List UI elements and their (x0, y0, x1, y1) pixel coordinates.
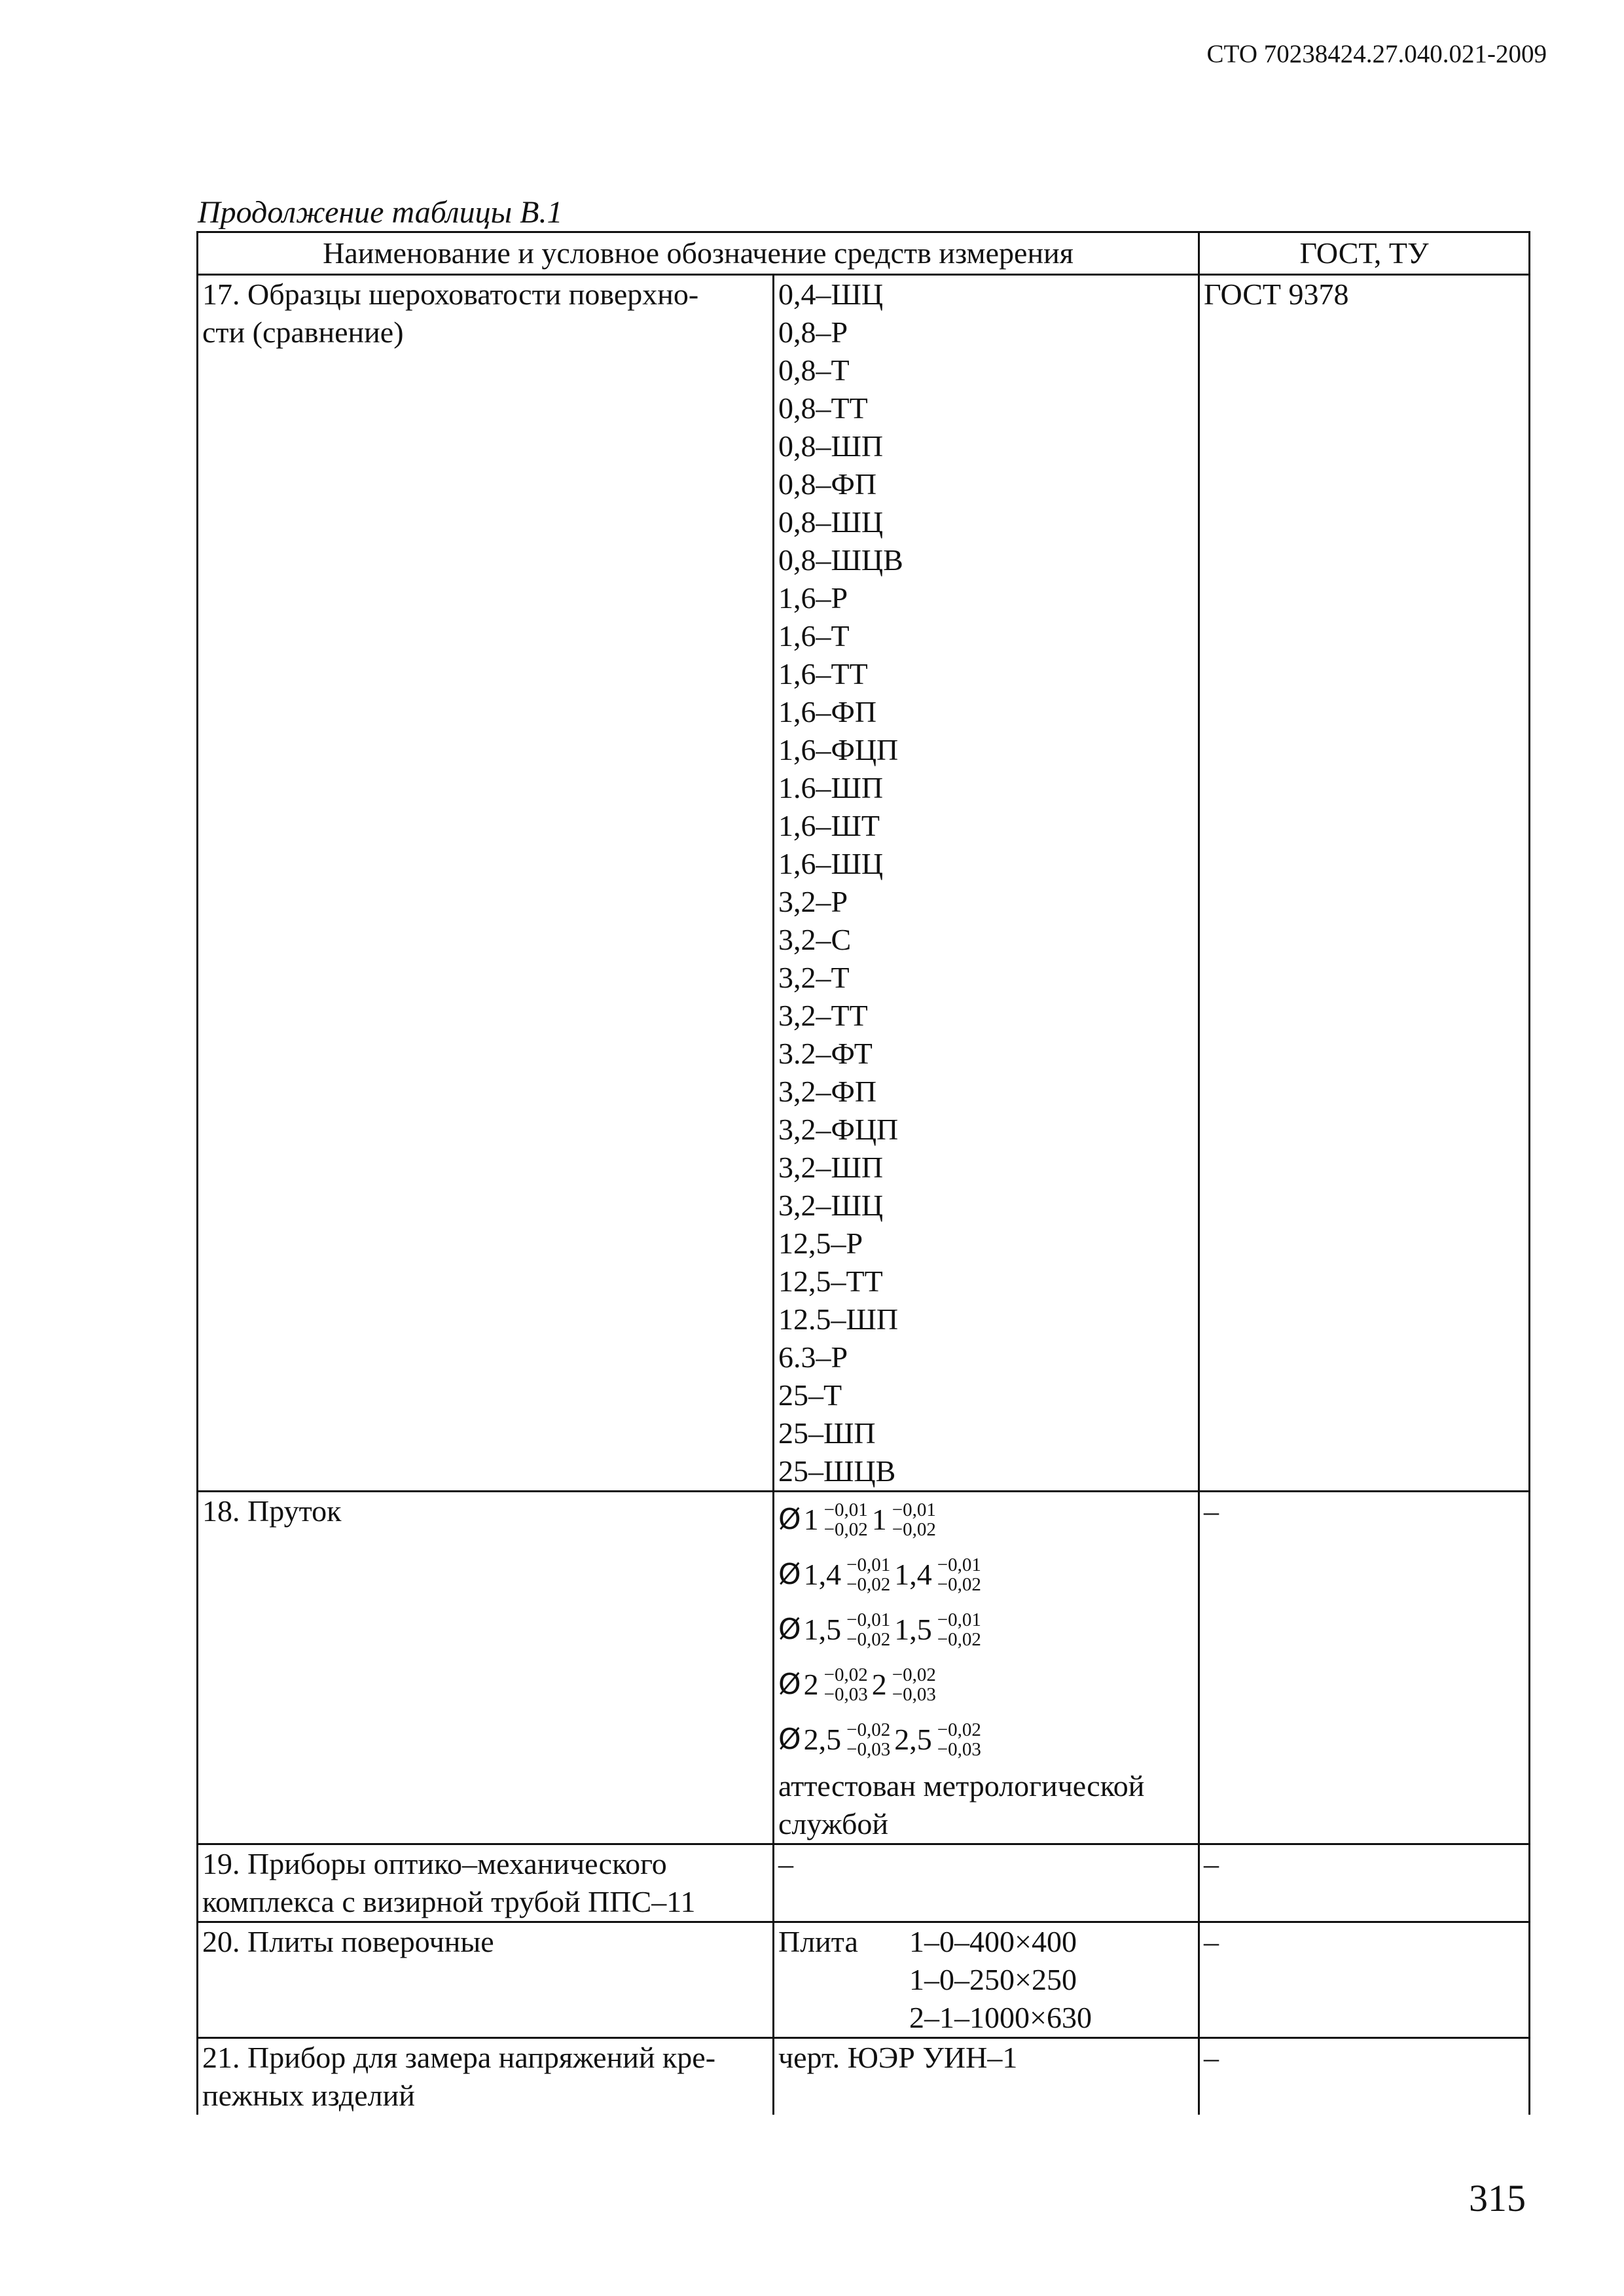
tolerance-lower: −0,03 (846, 1739, 891, 1760)
tolerance-lower: −0,02 (892, 1519, 936, 1540)
roughness-sample-item: 3,2–ФП (778, 1075, 877, 1108)
row20-designation (774, 1922, 1199, 2038)
tolerance-upper: −0,01 (937, 1554, 981, 1575)
roughness-sample-item: 1,6–ТТ (778, 657, 868, 691)
roughness-sample-item: 1,6–Р (778, 581, 848, 615)
row17-standard: ГОСТ 9378 (1199, 275, 1530, 1492)
tolerance-lower: −0,02 (823, 1519, 868, 1540)
tolerance-upper: −0,02 (846, 1719, 891, 1740)
roughness-sample-item: 3,2–ФЦП (778, 1113, 899, 1146)
diameter-icon: Ø (778, 1558, 801, 1591)
row19-name (198, 1844, 774, 1922)
table-row-18 (198, 1492, 1530, 1844)
tolerance-lower: −0,03 (892, 1684, 936, 1705)
row21-name-line: 21. Прибор для замера напряжений кре- (202, 2041, 716, 2074)
tolerance-lower: −0,02 (937, 1574, 981, 1595)
rod-dimension (778, 1602, 1194, 1657)
row17-name-line: 17. Образцы шероховатости поверхно- (202, 278, 699, 311)
roughness-sample-item: 3,2–ТТ (778, 999, 868, 1032)
tolerance-lower: −0,02 (846, 1629, 891, 1650)
plate-size: 1–0–400×400 (909, 1925, 1077, 1958)
tolerance-upper: −0,01 (823, 1499, 868, 1520)
roughness-sample-item: 25–Т (778, 1378, 842, 1412)
rod-diameter: 2,5 (894, 1723, 932, 1756)
row18-designations (774, 1492, 1199, 1844)
row19-standard: – (1199, 1844, 1530, 1922)
row21-standard: – (1199, 2038, 1530, 2115)
row21-designation: черт. ЮЭР УИН–1 (774, 2038, 1199, 2115)
tolerance-lower: −0,02 (846, 1574, 891, 1595)
tolerance-lower: −0,03 (937, 1739, 981, 1760)
row19-name-line: 19. Приборы оптико–механического (202, 1847, 667, 1880)
roughness-sample-item: 1,6–ШТ (778, 809, 880, 842)
plate-label: Плита (778, 1925, 858, 1958)
roughness-sample-item: 3,2–С (778, 923, 852, 956)
rod-diameter: 2 (871, 1668, 887, 1701)
rod-tolerance (937, 1720, 981, 1759)
rod-dimension (778, 1657, 1194, 1712)
rod-diameter: 1,5 (894, 1613, 932, 1646)
roughness-sample-item: 0,8–Р (778, 315, 848, 349)
rod-diameter: 2,5 (803, 1723, 842, 1756)
row21-name (198, 2038, 774, 2115)
row20-standard: – (1199, 1922, 1530, 2038)
row18-standard: – (1199, 1492, 1530, 1844)
roughness-sample-item: 3,2–ШЦ (778, 1189, 884, 1222)
roughness-sample-item: 1,6–ФЦП (778, 733, 899, 766)
roughness-sample-item: 0,8–ШЦВ (778, 543, 903, 577)
row18-name: 18. Пруток (198, 1492, 774, 1844)
plate-size: 1–0–250×250 (909, 1963, 1077, 1996)
row17-name-line: сти (сравнение) (202, 315, 404, 349)
roughness-sample-item: 1,6–ШЦ (778, 847, 884, 880)
diameter-icon: Ø (778, 1613, 801, 1646)
roughness-sample-item: 3.2–ФТ (778, 1037, 873, 1070)
table-row-21 (198, 2038, 1530, 2115)
row17-designations (774, 275, 1199, 1492)
roughness-sample-item: 0,8–Т (778, 353, 850, 387)
rod-tolerance (846, 1555, 890, 1594)
rod-diameter: 1 (803, 1503, 819, 1536)
roughness-sample-item: 1.6–ШП (778, 771, 884, 804)
roughness-sample-item: 12.5–ШП (778, 1302, 899, 1336)
rod-dimension (778, 1492, 1194, 1547)
table-header-row (198, 232, 1530, 275)
rod-tolerance (892, 1665, 936, 1704)
roughness-sample-item: 0,8–ФП (778, 467, 877, 501)
roughness-sample-item: 3,2–Т (778, 961, 850, 994)
header-standard: ГОСТ, ТУ (1199, 232, 1530, 275)
rod-tolerance (824, 1665, 868, 1704)
tolerance-upper: −0,01 (846, 1554, 891, 1575)
rod-tolerance (824, 1500, 868, 1539)
tolerance-upper: −0,02 (892, 1664, 936, 1685)
roughness-sample-item: 0,8–ШП (778, 429, 884, 463)
row18-note-line: аттестован метрологической (778, 1769, 1145, 1803)
tolerance-lower: −0,02 (937, 1629, 981, 1650)
diameter-icon: Ø (778, 1668, 801, 1701)
rod-tolerance (937, 1610, 981, 1649)
plate-size: 2–1–1000×630 (909, 2001, 1092, 2034)
row19-name-line: комплекса с визирной трубой ППС–11 (202, 1885, 696, 1918)
roughness-sample-item: 1,6–Т (778, 619, 850, 653)
document-code: СТО 70238424.27.040.021-2009 (1206, 40, 1547, 68)
roughness-sample-item: 0,8–ТТ (778, 391, 868, 425)
rod-tolerance (937, 1555, 981, 1594)
table-row-17 (198, 275, 1530, 1492)
table-caption: Продолжение таблицы В.1 (198, 195, 563, 230)
rod-dimension (778, 1712, 1194, 1767)
roughness-sample-item: 3,2–ШП (778, 1151, 884, 1184)
tolerance-upper: −0,01 (937, 1609, 981, 1630)
rod-diameter: 1,4 (803, 1558, 842, 1591)
roughness-sample-item: 25–ШЦВ (778, 1454, 896, 1488)
roughness-sample-item: 3,2–Р (778, 885, 848, 918)
rod-tolerance (846, 1610, 890, 1649)
plate-size-grid (778, 1923, 1194, 2037)
measurement-instruments-table (196, 231, 1530, 2115)
rod-tolerance (846, 1720, 890, 1759)
tolerance-upper: −0,02 (937, 1719, 981, 1740)
row19-designation: – (774, 1844, 1199, 1922)
roughness-sample-item: 12,5–ТТ (778, 1265, 883, 1298)
roughness-sample-item: 0,4–ШЦ (778, 278, 884, 311)
rod-dimension (778, 1547, 1194, 1602)
row20-name: 20. Плиты поверочные (198, 1922, 774, 2038)
row17-name (198, 275, 774, 1492)
tolerance-upper: −0,01 (892, 1499, 936, 1520)
roughness-sample-item: 0,8–ШЦ (778, 505, 884, 539)
rod-diameter: 1 (871, 1503, 887, 1536)
tolerance-lower: −0,03 (823, 1684, 868, 1705)
roughness-sample-item: 6.3–Р (778, 1340, 848, 1374)
rod-diameter: 1,4 (894, 1558, 932, 1591)
tolerance-upper: −0,01 (846, 1609, 891, 1630)
table-row-19 (198, 1844, 1530, 1922)
roughness-sample-item: 1,6–ФП (778, 695, 877, 728)
rod-tolerance (892, 1500, 936, 1539)
page-number: 315 (1469, 2177, 1526, 2219)
header-name: Наименование и условное обозначение средств измерения (198, 232, 1199, 275)
rod-diameter: 2 (803, 1668, 819, 1701)
rod-diameter: 1,5 (803, 1613, 842, 1646)
diameter-icon: Ø (778, 1723, 801, 1756)
table-row-20 (198, 1922, 1530, 2038)
diameter-icon: Ø (778, 1503, 801, 1536)
row18-note-line: службой (778, 1807, 888, 1840)
roughness-sample-item: 25–ШП (778, 1416, 876, 1450)
roughness-sample-item: 12,5–Р (778, 1227, 863, 1260)
tolerance-upper: −0,02 (823, 1664, 868, 1685)
row21-name-line: пежных изделий (202, 2079, 415, 2112)
rod-dimension-list (778, 1492, 1194, 1767)
